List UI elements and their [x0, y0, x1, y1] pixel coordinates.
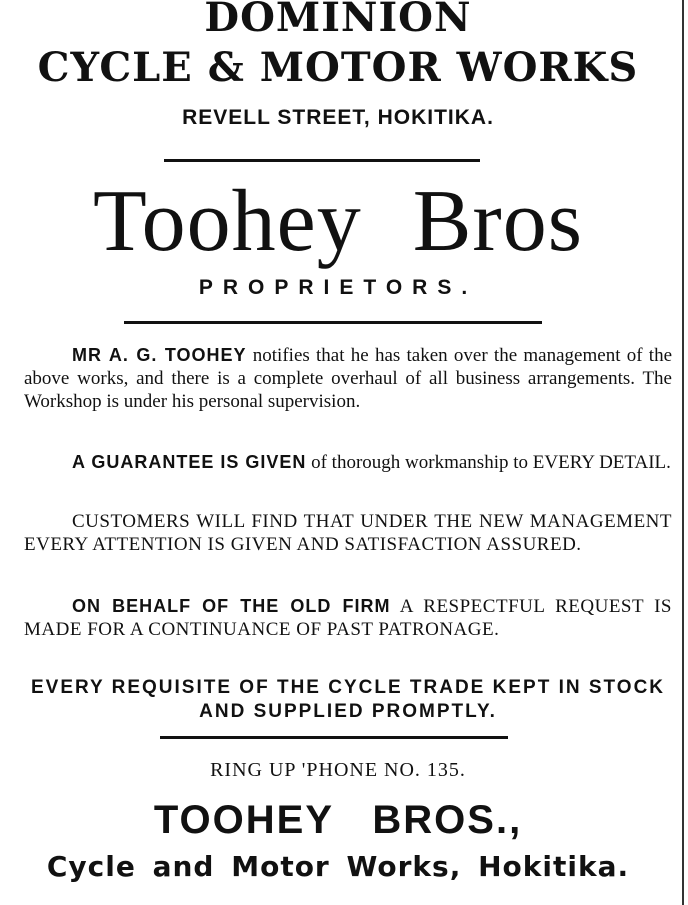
phone-line: RING UP 'PHONE NO. 135.	[210, 759, 466, 781]
divider-rule	[164, 159, 480, 162]
stock-paragraph: EVERY REQUISITE OF THE CYCLE TRADE KEPT IN STOCK AND SUPPLIED PROMPTLY.	[30, 677, 666, 722]
heading-dominion: DOMINION	[204, 0, 472, 41]
address-line: REVELL STREET, HOKITIKA.	[182, 106, 494, 129]
customers-paragraph: CUSTOMERS WILL FIND THAT UNDER THE NEW MANAGEMENT EVERY ATTENTION IS GIVEN AND SATISFACTION ASSURED.	[24, 511, 672, 555]
paragraph-lead: A GUARANTEE IS GIVEN	[72, 452, 307, 472]
paragraph-lead: ON BEHALF OF THE OLD FIRM	[72, 596, 391, 616]
heading-cycle-motor-works: CYCLE & MOTOR WORKS	[37, 44, 639, 91]
proprietor-name: Toohey Bros	[93, 173, 583, 270]
footer-firm-name: TOOHEY BROS.,	[153, 798, 523, 842]
paragraph-text: notifies that he has taken over the management of the above works, and there is a complete overhaul of all business arrangements. The Workshop is under his personal supervision.	[24, 345, 673, 412]
paragraph-text: of thorough workmanship to EVERY DETAIL.	[306, 452, 671, 473]
notice-paragraph	[24, 344, 672, 413]
proprietors-label: PROPRIETORS.	[198, 276, 478, 299]
paragraph-text: A RESPECTFUL REQUEST IS MADE FOR A CONTINUANCE OF PAST PATRONAGE.	[24, 596, 672, 640]
footer-tagline: Cycle and Motor Works, Hokitika.	[46, 850, 630, 883]
guarantee-paragraph	[24, 451, 672, 474]
column-rule	[682, 0, 684, 905]
paragraph-lead: MR A. G. TOOHEY	[72, 345, 247, 365]
divider-rule	[124, 321, 542, 324]
old-firm-paragraph	[24, 595, 672, 641]
divider-rule	[160, 736, 508, 739]
